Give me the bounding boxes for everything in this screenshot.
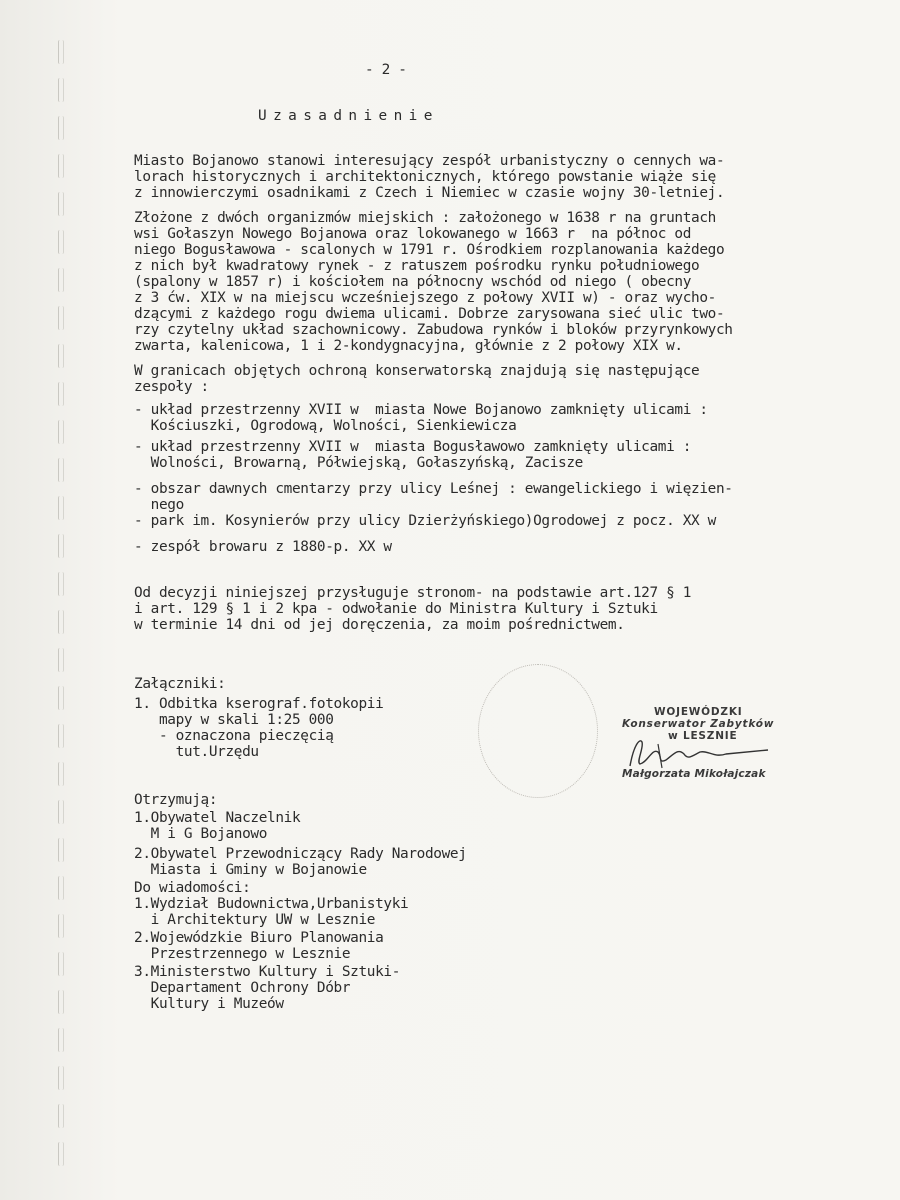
- binding-hole: [58, 572, 64, 596]
- binding-hole: [58, 952, 64, 976]
- binding-hole: [58, 116, 64, 140]
- recipient-line: Przestrzennego w Lesznie: [134, 946, 351, 962]
- body-line: niego Bogusławowa - scalonych w 1791 r. Ośrodkiem rozplanowania każdego: [134, 242, 725, 258]
- binding-hole: [58, 724, 64, 748]
- recipient-line: 2.Wojewódzkie Biuro Planowania: [134, 930, 384, 946]
- body-line: - park im. Kosynierów przy ulicy Dzierżyńskiego)Ogrodowej z pocz. XX w: [134, 513, 716, 529]
- document-title: Uzasadnienie: [258, 108, 439, 124]
- body-line: lorach historycznych i architektonicznych, którego powstanie wiąże się: [134, 169, 716, 185]
- recipient-line: 2.Obywatel Przewodniczący Rady Narodowej: [134, 846, 467, 862]
- binding-hole: [58, 876, 64, 900]
- binding-hole: [58, 1142, 64, 1166]
- stamp-line-office: WOJEWÓDZKI: [654, 706, 743, 718]
- body-line: Wolności, Browarną, Półwiejską, Gołaszyńską, Zacisze: [134, 455, 583, 471]
- body-line: zwarta, kalenicowa, 1 i 2-kondygnacyjna, głównie z 2 połowy XIX w.: [134, 338, 683, 354]
- stamp-line-city: w LESZNIE: [668, 730, 738, 742]
- binding-hole: [58, 800, 64, 824]
- body-line: - układ przestrzenny XVII w miasta Nowe Bojanowo zamknięty ulicami :: [134, 402, 708, 418]
- body-line: i art. 129 § 1 i 2 kpa - odwołanie do Ministra Kultury i Sztuki: [134, 601, 658, 617]
- recipient-line: Kultury i Muzeów: [134, 996, 284, 1012]
- page-number: - 2 -: [365, 62, 407, 78]
- binding-hole: [58, 914, 64, 938]
- body-line: - obszar dawnych cmentarzy przy ulicy Leśnej : ewangelickiego i więzien-: [134, 481, 733, 497]
- binding-hole: [58, 344, 64, 368]
- binding-hole: [58, 268, 64, 292]
- binding-hole: [58, 78, 64, 102]
- attachment-line: - oznaczona pieczęcią: [134, 728, 334, 744]
- stamp-name: Małgorzata Mikołajczak: [622, 768, 766, 780]
- body-line: z 3 ćw. XIX w na miejscu wcześniejszego z połowy XVII w) - oraz wycho-: [134, 290, 716, 306]
- binding-hole: [58, 1104, 64, 1128]
- body-line: W granicach objętych ochroną konserwatorską znajdują się następujące: [134, 363, 700, 379]
- binding-hole: [58, 458, 64, 482]
- stamp-line-title: Konserwator Zabytków: [622, 718, 775, 730]
- binding-hole: [58, 990, 64, 1014]
- body-line: dzącymi z każdego rogu dwiema ulicami. Dobrze zarysowana sieć ulic two-: [134, 306, 725, 322]
- attachment-line: mapy w skali 1:25 000: [134, 712, 334, 728]
- binding-hole: [58, 230, 64, 254]
- recipient-line: Departament Ochrony Dóbr: [134, 980, 351, 996]
- binding-hole: [58, 1028, 64, 1052]
- recipient-line: 3.Ministerstwo Kultury i Sztuki-: [134, 964, 401, 980]
- body-line: nego: [134, 497, 184, 513]
- body-line: w terminie 14 dni od jej doręczenia, za moim pośrednictwem.: [134, 617, 625, 633]
- binding-hole: [58, 534, 64, 558]
- binding-hole: [58, 496, 64, 520]
- body-line: Miasto Bojanowo stanowi interesujący zespół urbanistyczny o cennych wa-: [134, 153, 725, 169]
- attachment-line: tut.Urzędu: [134, 744, 259, 760]
- body-line: zespoły :: [134, 379, 209, 395]
- binding-hole: [58, 40, 64, 64]
- body-line: (spalony w 1857 r) i kościołem na północny wschód od niego ( obecny: [134, 274, 692, 290]
- binding-hole: [58, 648, 64, 672]
- binding-hole: [58, 610, 64, 634]
- recipient-line: Otrzymują:: [134, 792, 218, 808]
- binding-hole: [58, 762, 64, 786]
- binding-hole: [58, 382, 64, 406]
- recipient-line: Miasta i Gminy w Bojanowie: [134, 862, 367, 878]
- binding-hole: [58, 1066, 64, 1090]
- body-line: - zespół browaru z 1880-p. XX w: [134, 539, 392, 555]
- body-line: Kościuszki, Ogrodową, Wolności, Sienkiewicza: [134, 418, 517, 434]
- binding-hole: [58, 838, 64, 862]
- binding-hole: [58, 154, 64, 178]
- recipient-line: M i G Bojanowo: [134, 826, 268, 842]
- round-seal: [478, 664, 598, 798]
- body-line: Od decyzji niniejszej przysługuje stronom- na podstawie art.127 § 1: [134, 585, 692, 601]
- recipient-line: 1.Wydział Budownictwa,Urbanistyki: [134, 896, 409, 912]
- body-line: z nich był kwadratowy rynek - z ratuszem pośrodku rynku południowego: [134, 258, 700, 274]
- recipient-line: i Architektury UW w Lesznie: [134, 912, 376, 928]
- attachment-line: Załączniki:: [134, 676, 226, 692]
- binding-hole: [58, 306, 64, 330]
- binding-hole: [58, 192, 64, 216]
- binding-holes: [54, 40, 68, 1180]
- attachment-line: 1. Odbitka kserograf.fotokopii: [134, 696, 384, 712]
- recipient-line: 1.Obywatel Naczelnik: [134, 810, 301, 826]
- body-line: rzy czytelny układ szachownicowy. Zabudowa rynków i bloków przyrynkowych: [134, 322, 733, 338]
- body-line: - układ przestrzenny XVII w miasta Bogusławowo zamknięty ulicami :: [134, 439, 692, 455]
- recipient-line: Do wiadomości:: [134, 880, 251, 896]
- body-line: wsi Gołaszyn Nowego Bojanowa oraz lokowanego w 1663 r na północ od: [134, 226, 692, 242]
- body-line: z innowierczymi osadnikami z Czech i Niemiec w czasie wojny 30-letniej.: [134, 185, 725, 201]
- binding-hole: [58, 686, 64, 710]
- binding-hole: [58, 420, 64, 444]
- body-line: Złożone z dwóch organizmów miejskich : założonego w 1638 r na gruntach: [134, 210, 716, 226]
